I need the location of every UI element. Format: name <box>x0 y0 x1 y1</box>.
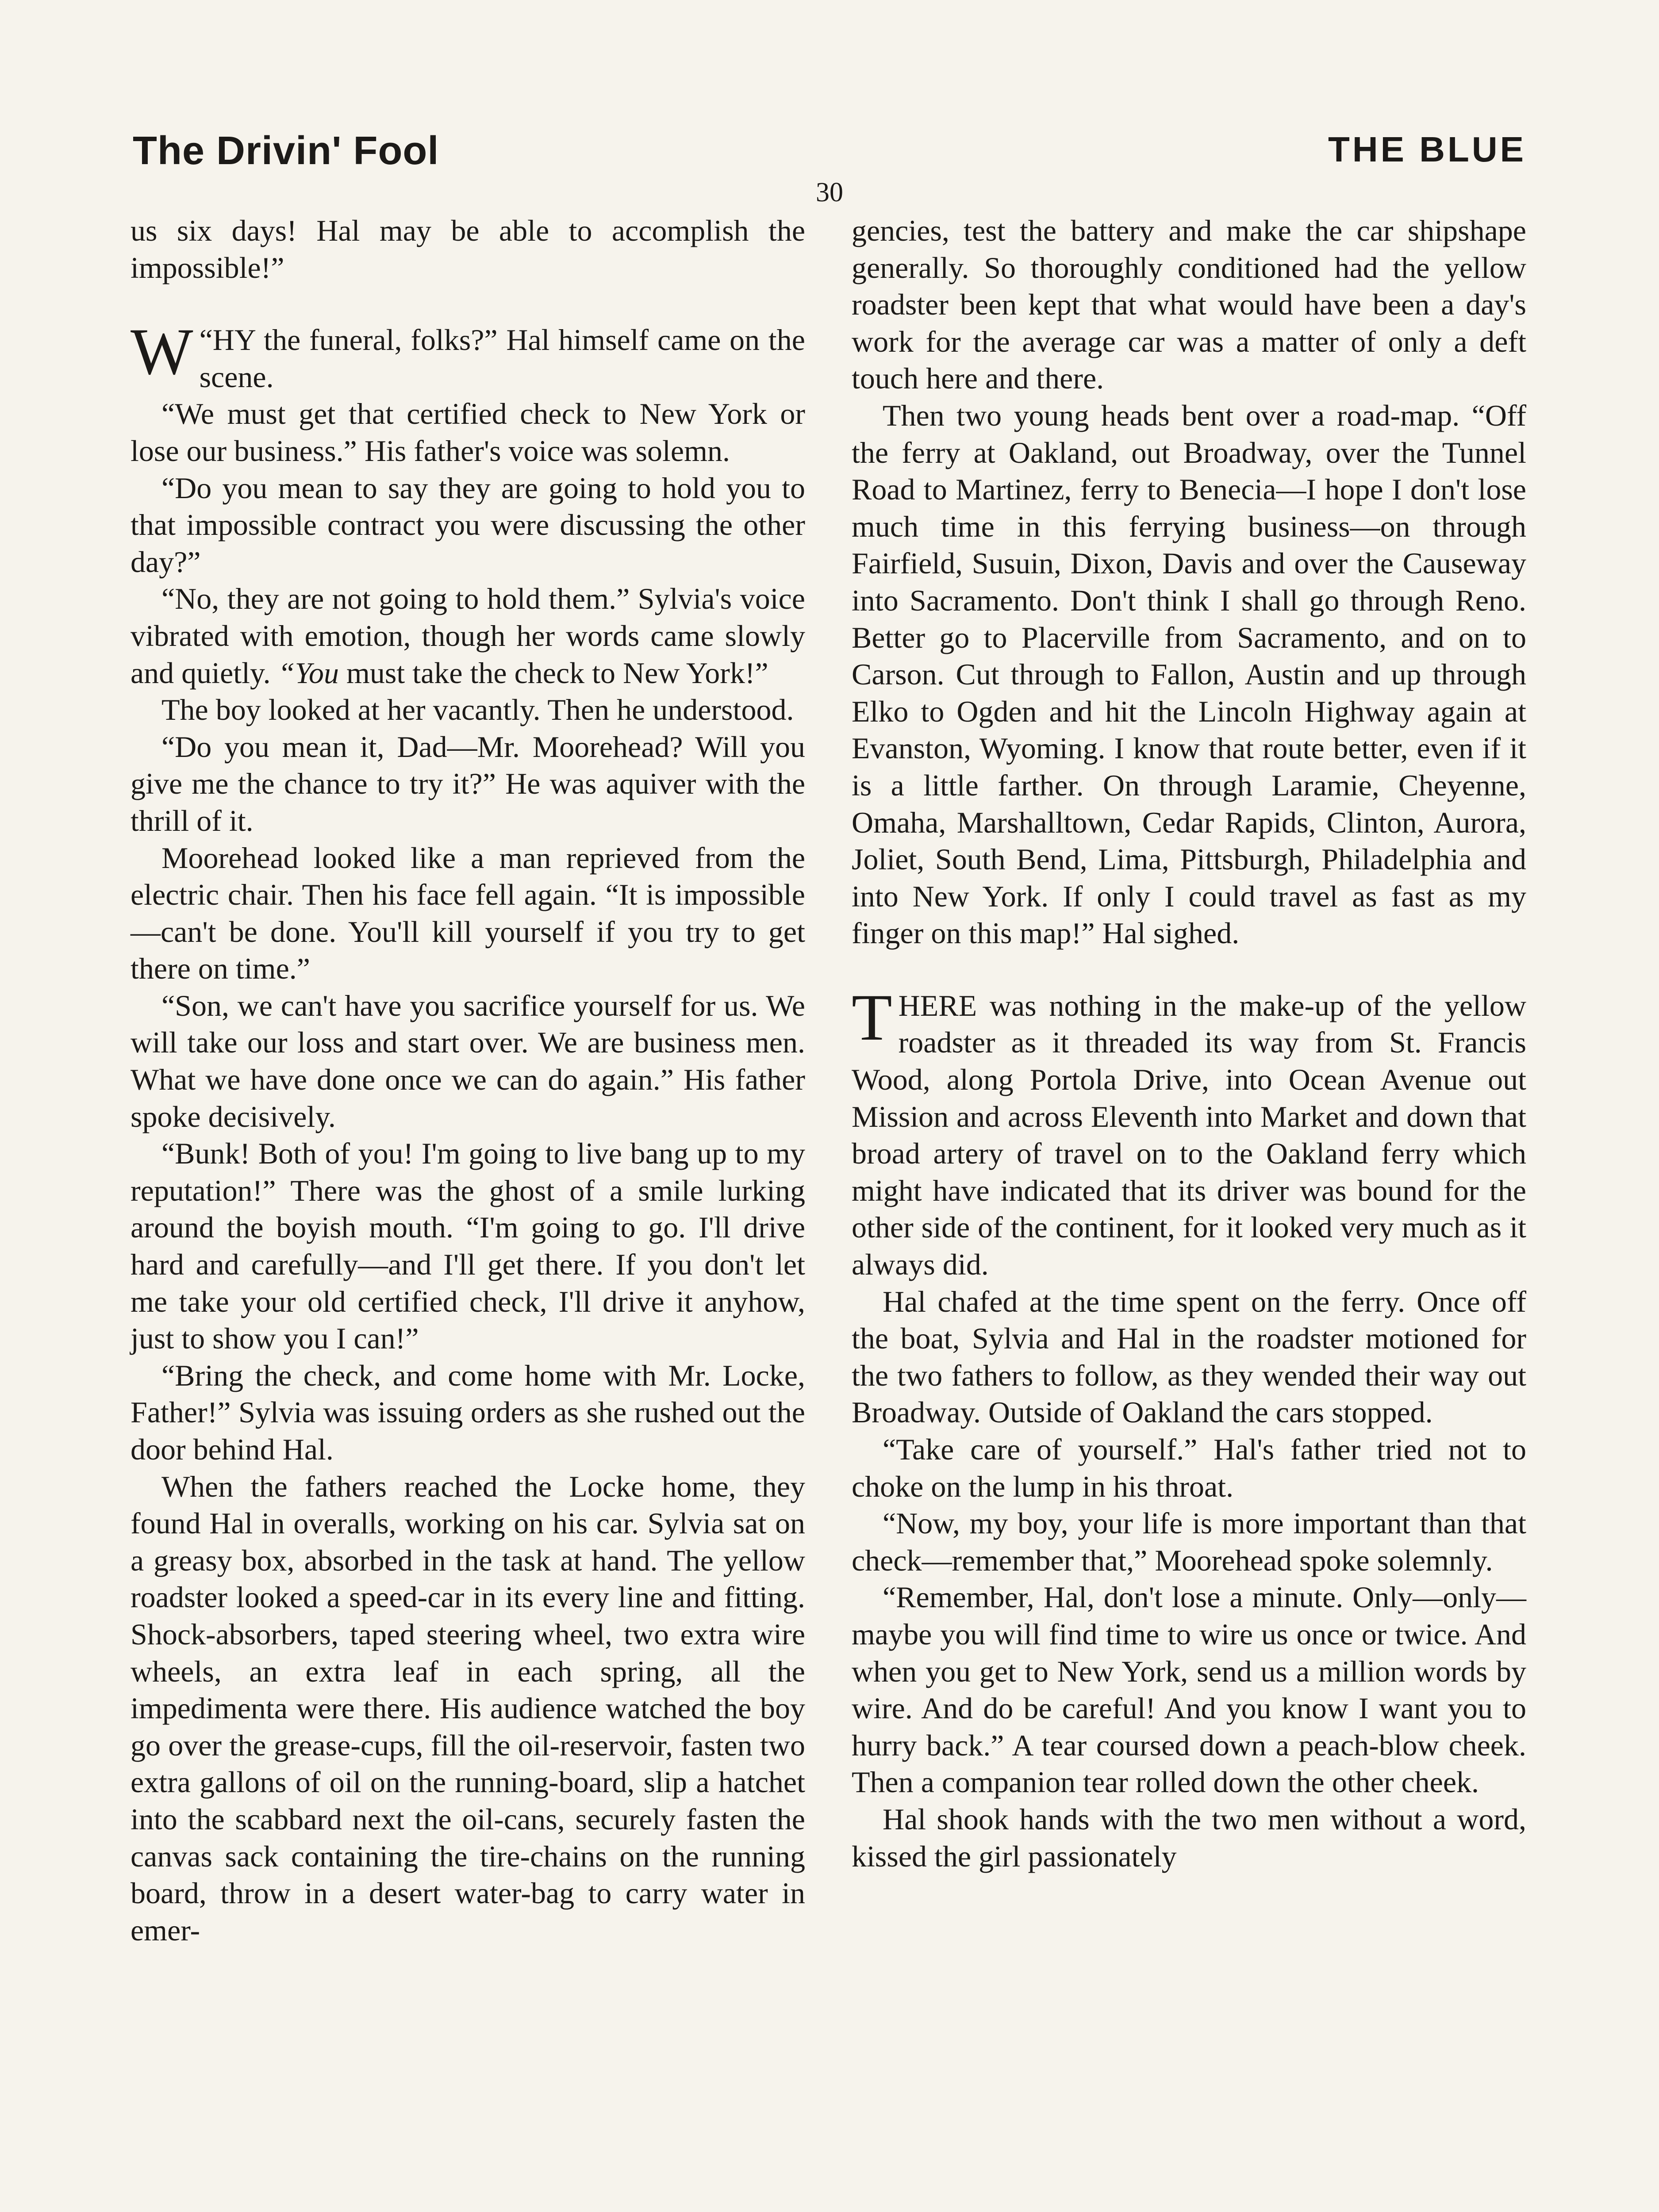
paragraph: “Remember, Hal, don't lose a minute. Only—only—maybe you will find time to wire us once or twice. And when you get to New York, send us a million words by wire. And do be careful! And you know I want you to hurry back.” A tear coursed down a peach-blow cheek. Then a companion tear rolled down the other cheek. <box>852 1580 1526 1799</box>
open-quote: “ <box>199 323 213 357</box>
paragraph: us six days! Hal may be able to accomplish the impossible!” <box>131 214 805 284</box>
paragraph: “Bring the check, and come home with Mr. Locke, Father!” Sylvia was issuing orders as she rushed out the door behind Hal. <box>131 1358 805 1466</box>
paragraph: Moorehead looked like a man reprieved from the electric chair. Then his face fell again. “It is impossible—can't be done. You'll kill yourself if you try to get there on time.” <box>131 841 805 986</box>
paragraph: The boy looked at her vacantly. Then he understood. <box>161 693 794 727</box>
paragraph-text: “No, they are not going to hold them.” Sylvia's voice vibrated with emotion, though her words came slowly and quietly. <box>131 582 805 690</box>
paragraph: “Take care of yourself.” Hal's father tried not to choke on the lump in his throat. <box>852 1432 1526 1503</box>
paragraph <box>131 580 805 691</box>
paragraph-text: must take the check to New York!” <box>339 656 768 690</box>
paragraph-text: HY the funeral, folks?” Hal himself came on the scene. <box>199 323 805 394</box>
page-header <box>133 119 1526 177</box>
paragraph: When the fathers reached the Locke home, they found Hal in overalls, working on his car. Sylvia sat on a greasy box, absorbed in the task at hand. The yellow roadster looked a speed-car in its every line and fitting. Shock-absorbers, taped steering wheel, two extra wire wheels, an extra leaf in each spring, all the impedimenta were there. His audience watched the boy go over the grease-cups, fill the oil-reservoir, fasten two extra gallons of oil on the running-board, slip a hatchet into the scabbard next the oil-cans, securely fasten the canvas sack containing the tire-chains on the running board, throw in a desert water-bag to carry water in emer- <box>131 1469 805 1947</box>
left-column <box>131 212 805 1949</box>
section-start-paragraph <box>131 315 805 396</box>
paragraph: “Son, we can't have you sacrifice yourself for us. We will take our loss and start over. We are business men. What we have done once we can do again.” His father spoke decisively. <box>131 988 805 1133</box>
italic-text: “You <box>278 656 339 690</box>
paragraph: gencies, test the battery and make the car shipshape generally. So thoroughly conditioned had the yellow roadster been kept that what would have been a day's work for the average car was a matter of only a deft touch here and there. <box>852 214 1526 396</box>
paragraph: “Bunk! Both of you! I'm going to live bang up to my reputation!” There was the ghost of a smile lurking around the boyish mouth. “I'm going to go. I'll drive hard and carefully—and I'll get there. If you don't let me take your old certified check, I'll drive it anyhow, just to show you I can!” <box>131 1137 805 1356</box>
paragraph: Hal shook hands with the two men without a word, kissed the girl passionately <box>852 1802 1526 1873</box>
page-number: 30 <box>816 177 843 207</box>
magazine-name: THE BLUE <box>1328 130 1526 169</box>
section-start-paragraph <box>852 980 1526 1283</box>
paragraph: Then two young heads bent over a road-map. “Off the ferry at Oakland, out Broadway, over the Tunnel Road to Martinez, ferry to Benecia—I hope I don't lose much time in this ferrying business—on through Fairfield, Susuin, Dixon, Davis and over the Causeway into Sacramento. Don't think I shall go through Reno. Better go to Placerville from Sacramento, and on to Carson. Cut through to Fallon, Austin and up through Elko to Ogden and hit the Lincoln Highway again at Evanston, Wyoming. I know that route better, even if it is a little farther. On through Laramie, Cheyenne, Omaha, Marshalltown, Cedar Rapids, Clinton, Aurora, Joliet, South Bend, Lima, Pittsburgh, Philadelphia and into New York. If only I could travel as fast as my finger on this map!” Hal sighed. <box>852 398 1526 950</box>
paragraph: “Do you mean to say they are going to hold you to that impossible contract you were discussing the other day?” <box>131 471 805 579</box>
drop-cap: T <box>852 980 892 1054</box>
paragraph: “Do you mean it, Dad—Mr. Moorehead? Will you give me the chance to try it?” He was aquiver with the thrill of it. <box>131 730 805 837</box>
paragraph: “Now, my boy, your life is more important than that check—remember that,” Moorehead spoke solemnly. <box>852 1506 1526 1577</box>
paragraph: “We must get that certified check to New York or lose our business.” His father's voice was solemn. <box>131 397 805 468</box>
drop-cap: W <box>131 315 193 389</box>
paragraph-text: HERE was nothing in the make-up of the yellow roadster as it threaded its way from St. Francis Wood, along Portola Drive, into Ocean Avenue out Mission and across Eleventh into Market and down that broad artery of travel on to the Oakland ferry which might have indicated that its driver was bound for the other side of the continent, for it looked very much as it always did. <box>852 988 1526 1282</box>
right-column <box>852 212 1526 1875</box>
paragraph: Hal chafed at the time spent on the ferry. Once off the boat, Sylvia and Hal in the roadster motioned for the two fathers to follow, as they wended their way out Broadway. Outside of Oakland the cars stopped. <box>852 1284 1526 1429</box>
running-title: The Drivin' Fool <box>133 129 439 173</box>
